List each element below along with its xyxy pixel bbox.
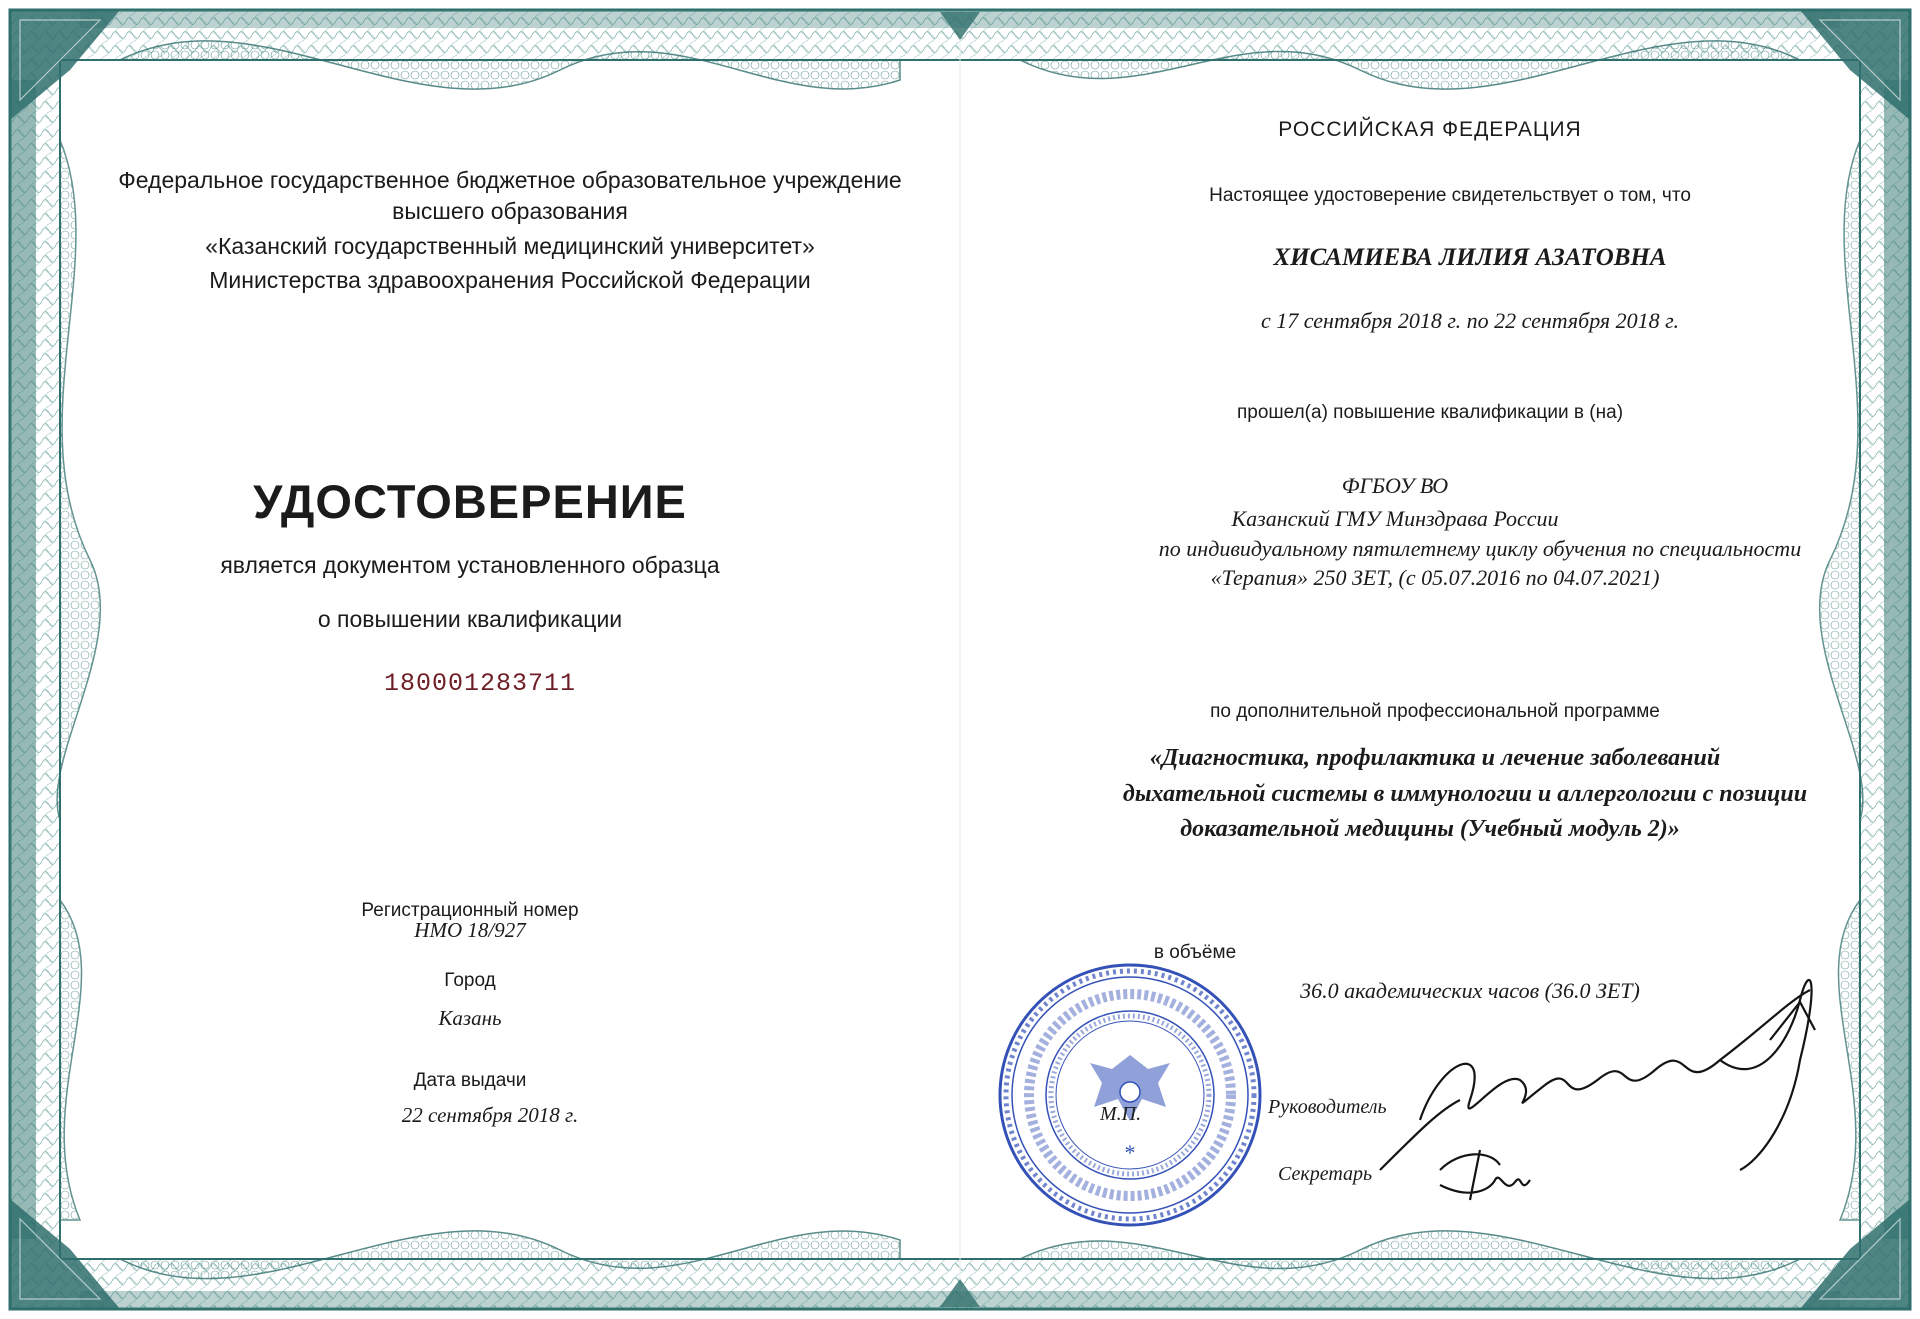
program-title-2: дыхательной системы в иммунологии и аллергологии с позиции	[1122, 781, 1808, 807]
secretary-signature	[1440, 1150, 1530, 1200]
head-label: Руководитель	[1268, 1096, 1387, 1118]
program-title-1: «Диагностика, профилактика и лечение заболеваний	[1149, 745, 1721, 771]
certifies-intro: Настоящее удостоверение свидетельствует о том, что	[1209, 185, 1691, 206]
issuer-line-2: высшего образования	[392, 198, 628, 224]
city-label: Город	[444, 970, 496, 991]
program-label: по дополнительной профессиональной программе	[1210, 701, 1660, 722]
issue-date-value: 22 сентября 2018 г.	[401, 1103, 579, 1127]
training-institution-1: ФГБОУ ВО	[1341, 473, 1449, 498]
issuer-line-3: «Казанский государственный медицинский университет»	[205, 233, 815, 259]
document-title: УДОСТОВЕРЕНИЕ	[253, 475, 687, 528]
city-value: Казань	[438, 1006, 502, 1030]
registration-label: Регистрационный номер	[361, 900, 579, 921]
seal-mark: М.П.	[1100, 1103, 1142, 1125]
holder-name: ХИСАМИЕВА ЛИЛИЯ АЗАТОВНА	[1273, 244, 1667, 271]
training-institution-2: Казанский ГМУ Минздрава России	[1231, 506, 1559, 531]
svg-text:*: *	[1124, 1140, 1136, 1165]
training-institution-4: «Терапия» 250 ЗЕТ, (с 05.07.2016 по 04.07.2021)	[1210, 565, 1660, 590]
head-signature	[1380, 980, 1815, 1170]
registration-number: НМО 18/927	[414, 918, 526, 942]
training-institution-3: по индивидуальному пятилетнему циклу обучения по специальности	[1158, 536, 1802, 561]
official-seal	[1000, 965, 1260, 1225]
secretary-label: Секретарь	[1278, 1163, 1373, 1185]
issue-date-label: Дата выдачи	[413, 1070, 527, 1091]
document-subtitle-2: о повышении квалификации	[317, 606, 623, 632]
volume-label: в объёме	[1153, 942, 1237, 963]
volume-value: 36.0 академических часов (36.0 ЗЕТ)	[1300, 978, 1640, 1003]
issuer-line-1: Федеральное государственное бюджетное образовательное учреждение	[118, 167, 902, 193]
passed-training-text: прошел(а) повышение квалификации в (на)	[1236, 402, 1624, 423]
country-header: РОССИЙСКАЯ ФЕДЕРАЦИЯ	[1278, 118, 1582, 141]
document-subtitle-1: является документом установленного образца	[220, 552, 720, 578]
serial-number: 180001283711	[383, 669, 577, 698]
issuer-line-4: Министерства здравоохранения Российской Федерации	[209, 267, 811, 293]
program-title-3: доказательной медицины (Учебный модуль 2)»	[1180, 816, 1680, 842]
training-period: с 17 сентября 2018 г. по 22 сентября 2018 г.	[1261, 308, 1679, 333]
